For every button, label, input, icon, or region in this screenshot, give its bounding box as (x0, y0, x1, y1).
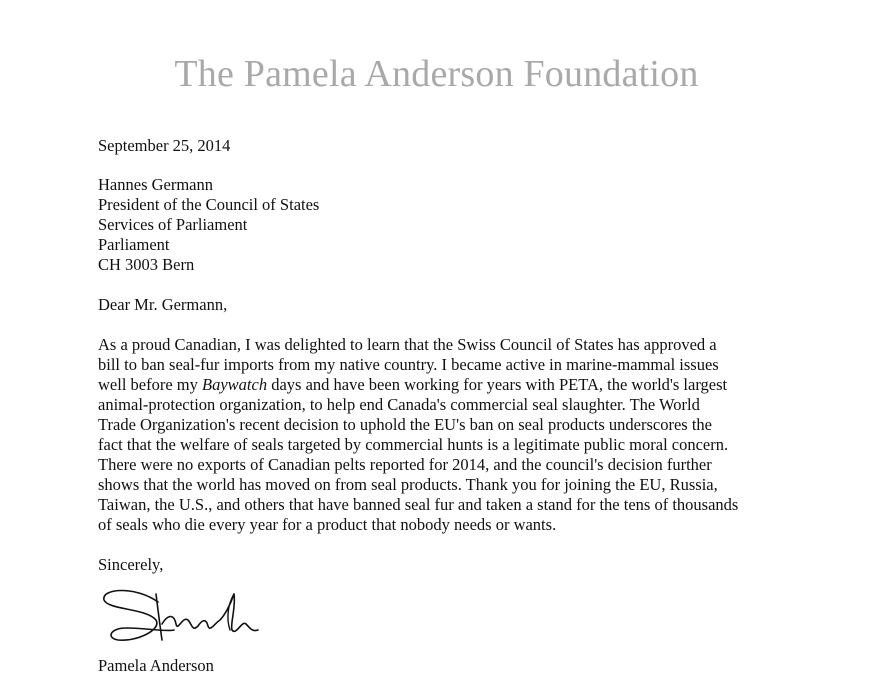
salutation: Dear Mr. Germann, (98, 295, 228, 314)
italic-show-title: Baywatch (202, 375, 268, 394)
body-line: bill to ban seal-fur imports from my native country. I became active in marine-mammal issues (98, 355, 719, 374)
body-line: As a proud Canadian, I was delighted to learn that the Swiss Council of States has approved a (98, 335, 717, 354)
letter-date: September 25, 2014 (98, 136, 231, 155)
body-line: shows that the world has moved on from seal products. Thank you for joining the EU, Russia, (98, 475, 718, 494)
recipient-organization: Parliament (98, 235, 170, 254)
body-line: of seals who die every year for a product that nobody needs or wants. (98, 515, 557, 534)
letter-body (98, 335, 798, 535)
signature-image (96, 580, 271, 650)
body-line: fact that the welfare of seals targeted by commercial hunts is a legitimate public moral concern. (98, 435, 729, 454)
recipient-city: CH 3003 Bern (98, 255, 195, 274)
body-text: well before my (98, 375, 203, 394)
body-line: Trade Organization's recent decision to uphold the EU's ban on seal products underscores the (98, 415, 713, 434)
recipient-title: President of the Council of States (98, 195, 320, 214)
closing: Sincerely, (98, 555, 164, 574)
body-text: days and have been working for years with PETA, the world's largest (267, 375, 728, 394)
body-line (98, 375, 798, 395)
body-line: animal-protection organization, to help end Canada's commercial seal slaughter. The World (98, 395, 700, 414)
body-line: Taiwan, the U.S., and others that have banned seal fur and taken a stand for the tens of thousands (98, 495, 739, 514)
body-line: There were no exports of Canadian pelts reported for 2014, and the council's decision further (98, 455, 712, 474)
recipient-address (98, 175, 319, 275)
letterhead-title: The Pamela Anderson Foundation (174, 53, 699, 95)
recipient-name: Hannes Germann (98, 175, 214, 194)
recipient-department: Services of Parliament (98, 215, 248, 234)
signer-name: Pamela Anderson (98, 656, 214, 675)
